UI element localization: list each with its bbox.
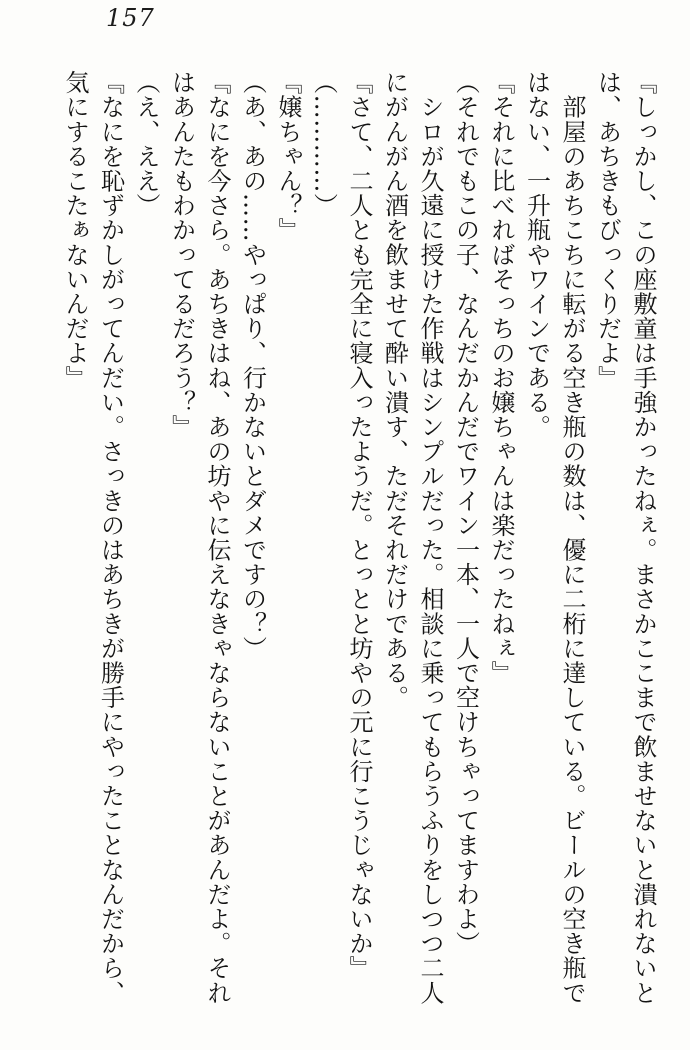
- text-line: （え、ええ）: [132, 70, 160, 218]
- text-line: 『さて、二人とも完全に寝入ったようだ。とっとと坊やの元に行こうじゃないか』: [345, 70, 373, 981]
- text-line: シロが久遠に授けた作戦はシンプルだった。相談に乗ってもらうふりをしつつ二人: [416, 70, 444, 1005]
- text-line: 『しっかし、この座敷童は手強かったねぇ。まさかここまで飲ませないと潰れないと: [629, 70, 657, 1005]
- text-line: （それでもこの子、なんだかんだでワイン一本、一人で空けちゃってますわよ）: [451, 70, 480, 956]
- text-area: [57, 70, 661, 1018]
- page-number: 157: [106, 4, 155, 32]
- text-line: はあんたもわかってるだろう？』: [167, 70, 196, 439]
- text-line: 『なにを恥ずかしがってんだい。さっきのはあちきが勝手にやったことなんだから、: [96, 70, 125, 1005]
- text-line: 部屋のあちこちに転がる空き瓶の数は、優に二桁に達している。ビールの空き瓶で: [558, 70, 586, 1005]
- text-line: にがんがん酒を飲ませて酔い潰す、ただそれだけである。: [380, 70, 409, 710]
- text-line: （…………）: [309, 70, 338, 218]
- text-line: 『それに比べればそっちのお嬢ちゃんは楽だったねぇ』: [487, 70, 515, 685]
- text-line: 『嬢ちゃん？』: [274, 70, 302, 243]
- text-line: 気にするこたぁないんだよ』: [61, 70, 89, 390]
- text-line: はない、一升瓶やワインである。: [522, 70, 551, 439]
- text-line: （あ、あの……やっぱり、行かないとダメですの？）: [238, 70, 267, 661]
- text-line: は、あちきもびっくりだよ』: [593, 70, 622, 390]
- text-line: 『なにを今さら。あちきはね、あの坊やに伝えなきゃならないことがあんだよ。それ: [203, 70, 231, 1005]
